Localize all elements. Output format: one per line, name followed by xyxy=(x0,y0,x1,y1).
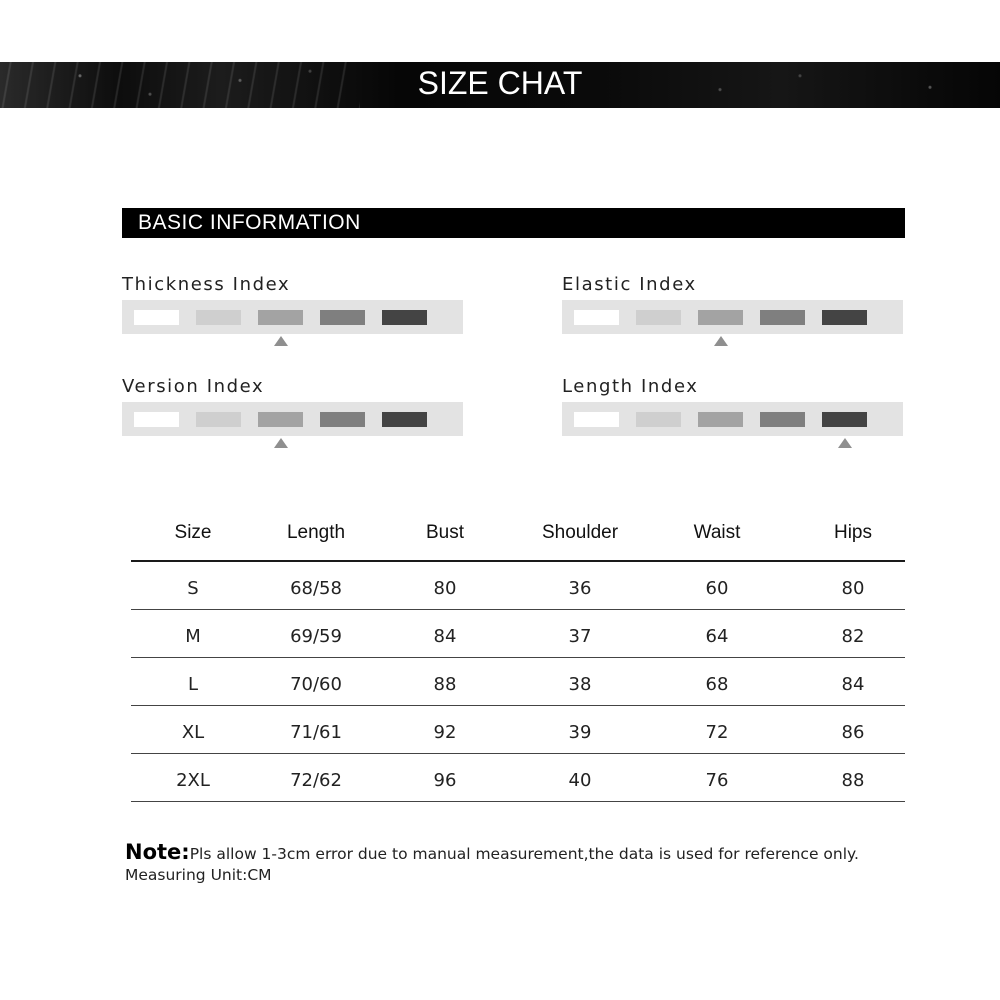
scale-swatch xyxy=(196,310,241,325)
table-row xyxy=(131,706,905,754)
table-row xyxy=(131,658,905,706)
cell-size: S xyxy=(187,578,199,599)
cell-shoulder: 37 xyxy=(568,626,592,647)
index-scale xyxy=(562,402,903,436)
scale-swatch xyxy=(258,310,303,325)
version-index xyxy=(122,376,463,446)
index-label: Length Index xyxy=(562,376,699,397)
scale-swatch xyxy=(320,310,365,325)
cell-bust: 84 xyxy=(433,626,457,647)
scale-swatch xyxy=(574,412,619,427)
scale-swatch xyxy=(320,412,365,427)
cell-hips: 82 xyxy=(841,626,865,647)
table-row xyxy=(131,610,905,658)
column-header-size: Size xyxy=(174,522,212,543)
cell-bust: 92 xyxy=(433,722,457,743)
scale-swatch xyxy=(636,412,681,427)
table-row xyxy=(131,562,905,610)
scale-swatch xyxy=(258,412,303,427)
scale-swatch xyxy=(822,412,867,427)
index-scale xyxy=(562,300,903,334)
column-header-bust: Bust xyxy=(425,522,465,543)
cell-hips: 88 xyxy=(841,770,865,791)
cell-shoulder: 38 xyxy=(568,674,592,695)
scale-swatch xyxy=(382,412,427,427)
cell-length: 68/58 xyxy=(290,578,342,599)
cell-waist: 68 xyxy=(705,674,729,695)
note-label: Note xyxy=(125,840,182,864)
scale-swatch xyxy=(698,412,743,427)
cell-size: 2XL xyxy=(176,770,210,791)
basic-information-header xyxy=(122,208,905,238)
cell-hips: 80 xyxy=(841,578,865,599)
table-header-row xyxy=(131,512,905,562)
scale-swatch xyxy=(760,412,805,427)
measuring-unit: Measuring Unit:CM xyxy=(125,866,272,884)
cell-length: 72/62 xyxy=(290,770,342,791)
cell-waist: 72 xyxy=(705,722,729,743)
note-line xyxy=(125,840,985,864)
cell-bust: 88 xyxy=(433,674,457,695)
measurement-note xyxy=(125,840,985,884)
scale-swatch xyxy=(134,310,179,325)
scale-swatch xyxy=(574,310,619,325)
column-header-hips: Hips xyxy=(833,522,873,543)
cell-size: XL xyxy=(181,722,205,743)
banner-title: SIZE CHAT xyxy=(417,65,583,101)
scale-swatch xyxy=(196,412,241,427)
cell-shoulder: 36 xyxy=(568,578,592,599)
section-title: BASIC INFORMATION xyxy=(138,211,361,234)
table-row xyxy=(131,754,905,802)
scale-swatch xyxy=(698,310,743,325)
column-header-shoulder: Shoulder xyxy=(541,522,619,543)
cell-length: 69/59 xyxy=(290,626,342,647)
scale-swatch xyxy=(822,310,867,325)
scale-swatch xyxy=(382,310,427,325)
note-separator: : xyxy=(181,840,190,864)
column-header-waist: Waist xyxy=(693,522,741,543)
index-label: Elastic Index xyxy=(562,274,697,295)
cell-bust: 80 xyxy=(433,578,457,599)
index-marker-triangle-icon xyxy=(274,336,288,346)
elastic-index xyxy=(562,274,903,344)
size-chart-banner xyxy=(0,62,1000,108)
index-marker-triangle-icon xyxy=(838,438,852,448)
cell-shoulder: 39 xyxy=(568,722,592,743)
cell-length: 70/60 xyxy=(290,674,342,695)
cell-waist: 60 xyxy=(705,578,729,599)
cell-hips: 86 xyxy=(841,722,865,743)
scale-swatch xyxy=(636,310,681,325)
thickness-index xyxy=(122,274,463,344)
cell-waist: 64 xyxy=(705,626,729,647)
length-index xyxy=(562,376,903,446)
index-label: Version Index xyxy=(122,376,265,397)
index-scale xyxy=(122,402,463,436)
cell-waist: 76 xyxy=(705,770,729,791)
index-label: Thickness Index xyxy=(122,274,291,295)
scale-swatch xyxy=(134,412,179,427)
index-scale xyxy=(122,300,463,334)
cell-size: M xyxy=(185,626,201,647)
cell-length: 71/61 xyxy=(290,722,342,743)
scale-swatch xyxy=(760,310,805,325)
column-header-length: Length xyxy=(286,522,346,543)
cell-bust: 96 xyxy=(433,770,457,791)
note-text: Pls allow 1-3cm error due to manual measurement,the data is used for reference only. xyxy=(189,845,859,863)
size-table xyxy=(131,512,905,802)
index-marker-triangle-icon xyxy=(714,336,728,346)
cell-size: L xyxy=(187,674,199,695)
cell-shoulder: 40 xyxy=(568,770,592,791)
cell-hips: 84 xyxy=(841,674,865,695)
index-marker-triangle-icon xyxy=(274,438,288,448)
